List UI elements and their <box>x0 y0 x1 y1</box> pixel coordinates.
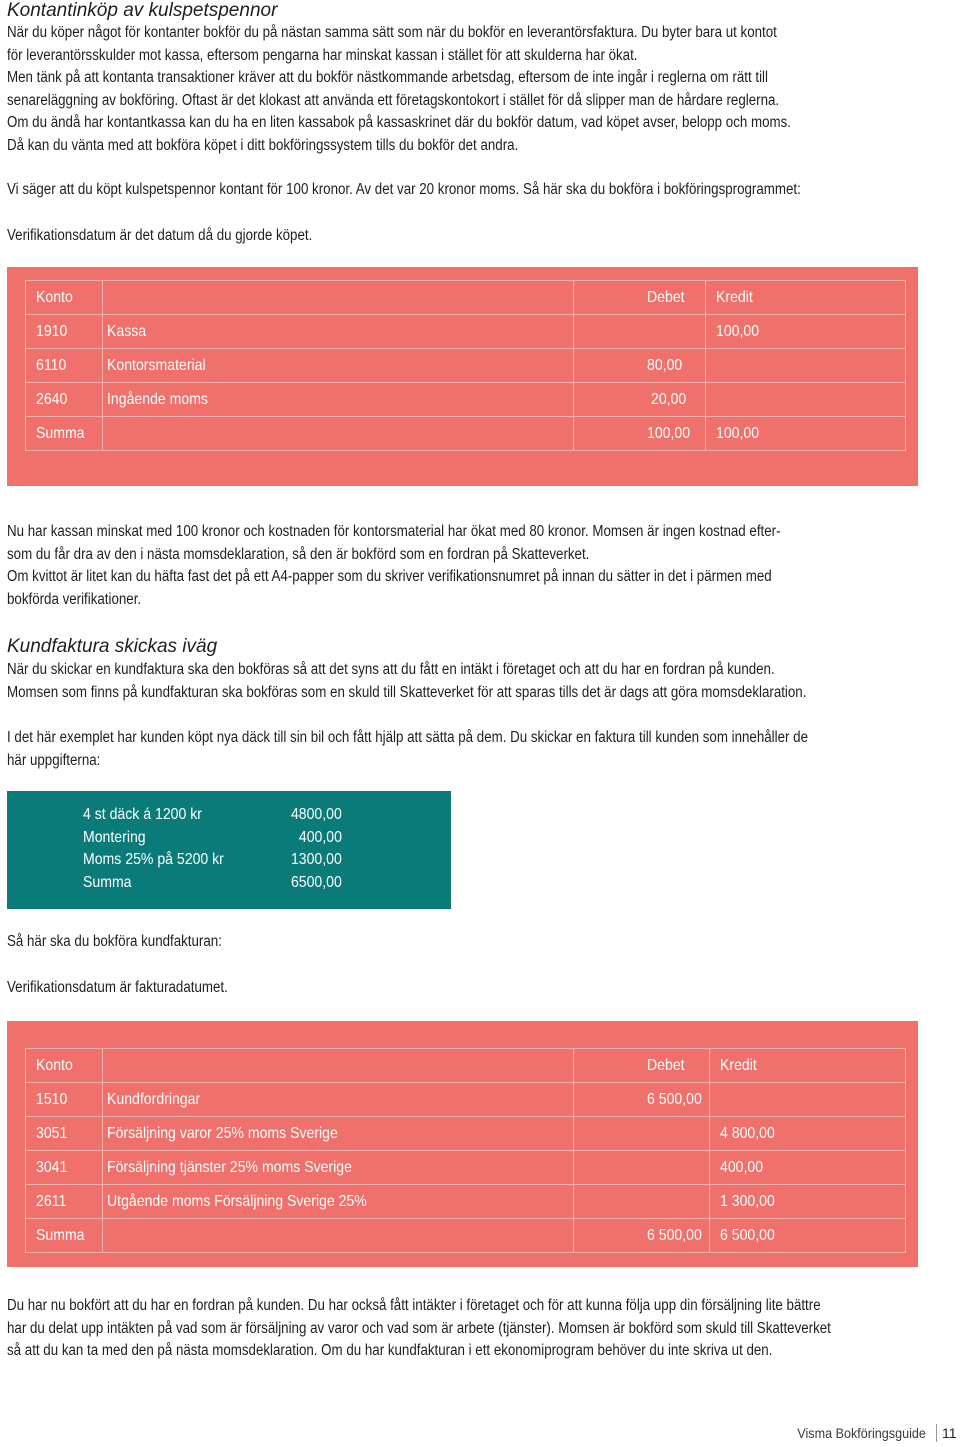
ledger-header-row <box>26 1049 906 1083</box>
cell-name <box>103 1219 574 1253</box>
text-line: När du köper något för kontanter bokför du på nästan samma sätt som när du bokför en leverantörsfaktura. Du byter bara ut kontot <box>7 24 777 41</box>
invoice-line-label: Summa <box>83 873 132 891</box>
ledger-table-customer-invoice <box>25 1048 906 1253</box>
cell-name: Försäljning varor 25% moms Sverige <box>103 1117 574 1151</box>
cell-summa-debet: 6 500,00 <box>574 1219 710 1253</box>
text-line: Om du ändå har kontantkassa kan du ha en liten kassabok på kassaskrinet där du bokför datum, vad köpet avser, belopp och moms. <box>7 114 791 131</box>
ledger-row <box>26 1185 906 1219</box>
cell-summa-kredit: 100,00 <box>706 417 906 451</box>
invoice-line-value: 1300,00 <box>291 851 342 869</box>
text-line: Verifikationsdatum är fakturadatumet. <box>7 979 228 996</box>
customer-invoice-intro-paragraph <box>7 659 806 704</box>
ledger-row <box>26 1117 906 1151</box>
cell-debet <box>574 1185 710 1219</box>
cell-name: Kassa <box>103 315 574 349</box>
text-line: Du har nu bokfört att du har en fordran på kunden. Du har också fått intäkter i företaget och för att kunna följa upp din försäljning lite bättre <box>7 1297 821 1314</box>
section-title-cash-purchase: Kontantinköp av kulspetspennor <box>7 0 278 21</box>
ledger-row <box>26 1151 906 1185</box>
cell-konto: 2611 <box>26 1185 103 1219</box>
cash-purchase-intro-paragraph <box>7 22 791 157</box>
verification-date-note <box>7 225 312 248</box>
text-line: senareläggning av bokföring. Oftast är det klokast att använda ett företagskontokort i stället för då slipper man de hårdare reglerna. <box>7 91 780 109</box>
header-kredit: Kredit <box>710 1049 906 1083</box>
text-line: Momsen som finns på kundfakturan ska bokföras som en skuld till Skatteverket för att sparas tills det är dags att göra momsdeklaration. <box>7 683 807 701</box>
text-line: Verifikationsdatum är det datum då du gjorde köpet. <box>7 227 313 244</box>
customer-invoice-example-paragraph <box>7 727 808 772</box>
cell-name: Ingående moms <box>103 383 574 417</box>
cell-summa-label: Summa <box>26 417 103 451</box>
page-number: 11 <box>942 1425 957 1441</box>
cell-konto: 6110 <box>26 349 103 383</box>
header-name <box>103 1049 574 1083</box>
invoice-booking-intro <box>7 931 222 954</box>
invoice-lines <box>83 804 342 894</box>
cell-summa-kredit: 6 500,00 <box>710 1219 906 1253</box>
text-line: har du delat upp intäkten på vad som är försäljning av varor och vad som är arbete (tjänster). Momsen är bokförd som skuld till Skatteverket <box>7 1319 831 1337</box>
cell-konto: 3041 <box>26 1151 103 1185</box>
text-line: här uppgifterna: <box>7 751 101 769</box>
cell-name: Kontorsmaterial <box>103 349 574 383</box>
cell-kredit: 4 800,00 <box>710 1117 906 1151</box>
cell-debet: 80,00 <box>574 349 706 383</box>
text-line: så att du kan ta med den på nästa momsdeklaration. Om du har kundfakturan i ett ekonomiprogram behöver du inte skriva ut den. <box>7 1342 773 1359</box>
text-line: Om kvittot är litet kan du häfta fast det på ett A4-papper som du skriver verifikationsnumret på innan du sätter in det i pärmen med <box>7 568 772 585</box>
ledger-row <box>26 315 906 349</box>
invoice-line-value: 400,00 <box>298 828 342 846</box>
ledger-header-row <box>26 281 906 315</box>
invoice-line-label: Montering <box>83 828 146 846</box>
cell-debet <box>574 315 706 349</box>
cell-kredit: 100,00 <box>706 315 906 349</box>
invoice-verification-date-note <box>7 977 228 1000</box>
header-konto: Konto <box>26 281 103 315</box>
text-line: Nu har kassan minskat med 100 kronor och kostnaden för kontorsmaterial har ökat med 80 kronor. Momsen är ingen kostnad efter- <box>7 523 781 540</box>
cell-kredit <box>706 349 906 383</box>
cell-debet: 20,00 <box>574 383 706 417</box>
text-line: I det här exemplet har kunden köpt nya däck till sin bil och fått hjälp att sätta på dem. Du skickar en faktura till kunden som innehåller de <box>7 729 808 746</box>
cell-summa-label: Summa <box>26 1219 103 1253</box>
invoice-line <box>83 872 342 895</box>
section-title-customer-invoice: Kundfaktura skickas iväg <box>7 636 218 657</box>
invoice-line <box>83 849 342 872</box>
cell-kredit <box>710 1083 906 1117</box>
text-line: Vi säger att du köpt kulspetspennor kontant för 100 kronor. Av det var 20 kronor moms. Så här ska du bokföra i bokföringsprogrammet: <box>7 181 801 198</box>
cell-name <box>103 417 574 451</box>
ledger-row <box>26 383 906 417</box>
text-line: för leverantörsskulder mot kassa, eftersom pengarna har minskat kassan i stället för att skulderna har ökat. <box>7 46 638 64</box>
cell-debet <box>574 1117 710 1151</box>
cell-konto: 1510 <box>26 1083 103 1117</box>
cell-kredit: 400,00 <box>710 1151 906 1185</box>
cell-konto: 1910 <box>26 315 103 349</box>
invoice-line-value: 4800,00 <box>291 806 342 823</box>
cell-konto: 2640 <box>26 383 103 417</box>
cash-purchase-explanation-paragraph <box>7 521 781 611</box>
ledger-row <box>26 349 906 383</box>
invoice-line <box>83 827 342 850</box>
text-line: Så här ska du bokföra kundfakturan: <box>7 933 222 950</box>
header-debet: Debet <box>574 281 706 315</box>
cash-purchase-example-paragraph <box>7 179 801 202</box>
cell-name: Försäljning tjänster 25% moms Sverige <box>103 1151 574 1185</box>
invoice-line <box>83 804 342 827</box>
ledger-summa-row <box>26 417 906 451</box>
cell-name: Utgående moms Försäljning Sverige 25% <box>103 1185 574 1219</box>
cell-konto: 3051 <box>26 1117 103 1151</box>
cell-kredit: 1 300,00 <box>710 1185 906 1219</box>
cell-debet <box>574 1151 710 1185</box>
ledger-summa-row <box>26 1219 906 1253</box>
cell-debet: 6 500,00 <box>574 1083 710 1117</box>
header-konto: Konto <box>26 1049 103 1083</box>
text-line: bokförda verifikationer. <box>7 590 142 608</box>
invoice-line-label: Moms 25% på 5200 kr <box>83 851 224 869</box>
header-name <box>103 281 574 315</box>
text-line: Då kan du vänta med att bokföra köpet i ditt bokföringssystem tills du bokför det andra. <box>7 136 519 154</box>
customer-invoice-conclusion-paragraph <box>7 1295 831 1363</box>
header-kredit: Kredit <box>706 281 906 315</box>
cell-kredit <box>706 383 906 417</box>
ledger-table-cash-purchase <box>25 280 906 451</box>
footer-divider <box>936 1424 937 1442</box>
invoice-line-value: 6500,00 <box>291 873 342 891</box>
invoice-line-label: 4 st däck á 1200 kr <box>83 806 202 823</box>
text-line: När du skickar en kundfaktura ska den bokföras så att det syns att du fått en intäkt i företaget och att du har en fordran på kunden. <box>7 661 775 678</box>
ledger-row <box>26 1083 906 1117</box>
text-line: som du får dra av den i nästa momsdeklaration, så den är bokförd som en fordran på Skatteverket. <box>7 545 590 563</box>
text-line: Men tänk på att kontanta transaktioner kräver att du bokför nästkommande arbetsdag, eftersom de inte ingår i reglerna om rätt till <box>7 69 768 86</box>
cell-name: Kundfordringar <box>103 1083 574 1117</box>
header-debet: Debet <box>574 1049 710 1083</box>
footer-guide-title: Visma Bokföringsguide <box>797 1425 926 1441</box>
cell-summa-debet: 100,00 <box>574 417 706 451</box>
